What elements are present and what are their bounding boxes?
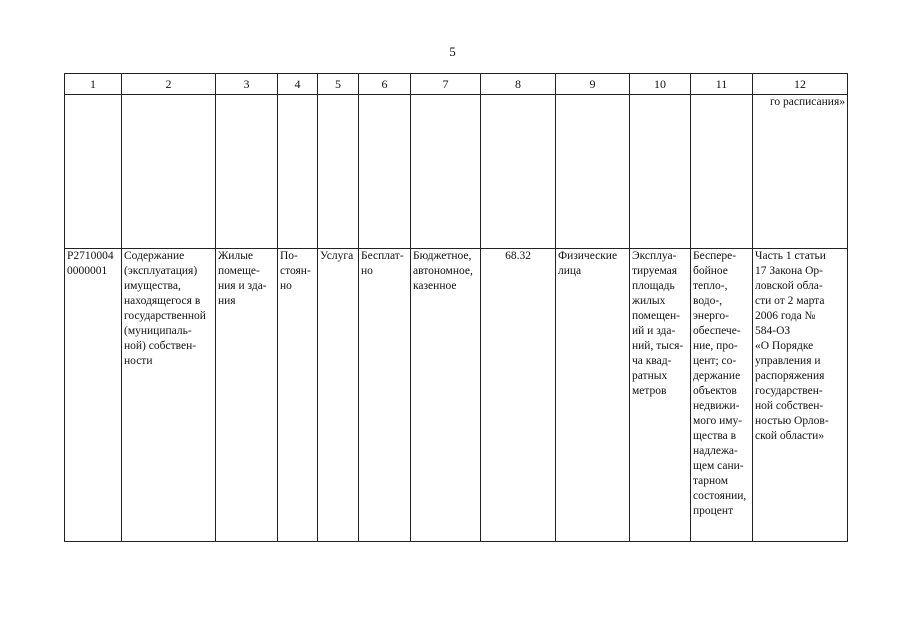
institution-type-cell: Бюджетное, автономное, казенное bbox=[411, 249, 481, 542]
consumers-cell: Физические лица bbox=[556, 249, 630, 542]
periodicity-cell: По- стоян- но bbox=[278, 249, 318, 542]
column-header: 5 bbox=[318, 74, 359, 95]
column-header: 11 bbox=[691, 74, 753, 95]
table-header-row bbox=[65, 74, 848, 95]
page-number: 5 bbox=[449, 44, 456, 59]
column-header: 8 bbox=[481, 74, 556, 95]
column-header: 4 bbox=[278, 74, 318, 95]
payment-cell: Бесплат- но bbox=[359, 249, 411, 542]
service-name-cell: Содержание (эксплуатация) имущества, находящегося в государственной (муниципаль- ной) собствен- ности bbox=[122, 249, 216, 542]
object-type-cell: Жилые помеще- ния и зда- ния bbox=[216, 249, 278, 542]
column-header: 3 bbox=[216, 74, 278, 95]
type-cell: Услуга bbox=[318, 249, 359, 542]
legal-basis-cell: Часть 1 статьи 17 Закона Ор- ловской обла- сти от 2 марта 2006 года № 584-ОЗ «О Порядке управления и распоряжения государствен- ной собствен- ностью Орлов- ской области» bbox=[753, 249, 848, 542]
column-header: 2 bbox=[122, 74, 216, 95]
quality-indicators-cell: Беспере- бойное тепло-, водо-, энерго- обеспече- ние, про- цент; со- держание объектов недвижи- мого иму- щества в надлежа- щем сани- тарном состоянии, процент bbox=[691, 249, 753, 542]
table-row-continued bbox=[65, 95, 848, 249]
column-header: 1 bbox=[65, 74, 122, 95]
column-header: 9 bbox=[556, 74, 630, 95]
column-header: 10 bbox=[630, 74, 691, 95]
volume-indicator-cell: Эксплуа- тируемая площадь жилых помещен- ий и зда- ний, тыся- ча квад- ратных метров bbox=[630, 249, 691, 542]
column-header: 7 bbox=[411, 74, 481, 95]
column-header: 12 bbox=[753, 74, 848, 95]
registry-table bbox=[64, 73, 848, 542]
service-code-cell: P2710004 0000001 bbox=[65, 249, 122, 542]
column-header: 6 bbox=[359, 74, 411, 95]
table-row bbox=[65, 249, 848, 542]
continuation-text: го расписания» bbox=[753, 95, 848, 249]
okved-cell: 68.32 bbox=[481, 249, 556, 542]
